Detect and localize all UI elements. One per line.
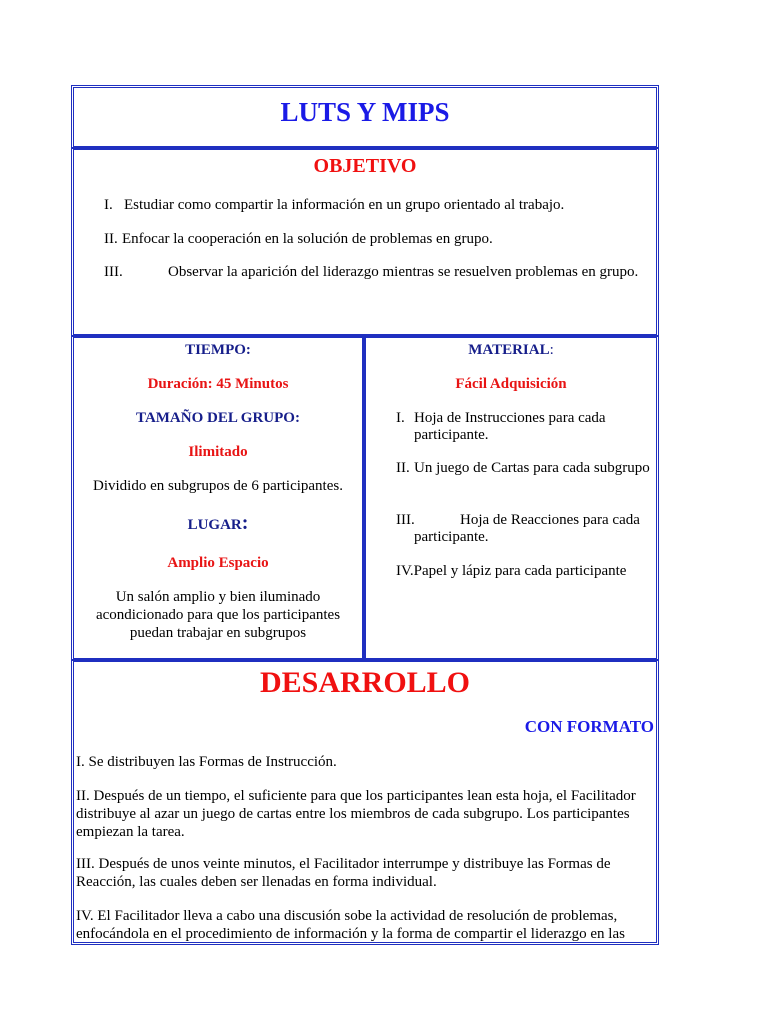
item-text: Observar la aparición del liderazgo mientras se resuelven problemas en grupo. [168,264,639,280]
objetivo-cell [73,149,657,335]
document-title: LUTS Y MIPS [280,97,450,127]
material-cell [365,337,657,659]
item-text: Enfocar la cooperación en la solución de problemas en grupo. [122,231,493,247]
material-item: III. Hoja de Reacciones para cada participante. [396,512,640,545]
desarrollo-paragraph: I. Se distribuyen las Formas de Instrucción. [76,754,337,770]
ilimitado: Ilimitado [188,444,248,460]
objetivo-heading: OBJETIVO [313,155,417,177]
material-item: IV.Papel y lápiz para cada participante [396,563,627,579]
desarrollo-heading: DESARROLLO [259,666,471,699]
facil-adquisicion: Fácil Adquisición [455,376,567,392]
lugar-heading: LUGAR: [187,512,249,534]
salon-text: Un salón amplio y bien iluminado acondicionado para que los participantes puedan trabajar en subgrupos [95,589,341,641]
item-number: II. [104,231,118,247]
con-formato-heading: CON FORMATO [524,717,654,736]
tiempo-cell [73,337,363,659]
item-text: Estudiar como compartir la información en un grupo orientado al trabajo. [124,197,565,213]
desarrollo-cell [73,661,657,943]
desarrollo-paragraph: II. Después de un tiempo, el suficiente para que los participantes lean esta hoja, el Facilitador distribuye al azar un juego de cartas entre los miembros de cada subgrupo. Los participantes empiezan la tarea. [76,788,636,840]
dividido-text: Dividido en subgrupos de 6 participantes. [93,478,343,494]
amplio-espacio: Amplio Espacio [167,555,269,571]
objetivo-item [104,264,638,281]
duracion: Duración: 45 Minutos [147,376,289,392]
tiempo-heading: TIEMPO: [185,342,251,358]
material-heading: MATERIAL: [468,342,554,358]
tamano-heading: TAMAÑO DEL GRUPO: [136,410,300,426]
item-number: III. [104,264,123,280]
desarrollo-paragraph: IV. El Facilitador lleva a cabo una discusión sobe la actividad de resolución de problemas, enfocándola en el procedimiento de información y la forma de compartir el liderazgo en las [76,908,625,942]
material-item: II. Un juego de Cartas para cada subgrupo [396,460,650,476]
item-number: I. [104,197,113,213]
objetivo-item [104,197,564,214]
objetivo-item [104,231,493,248]
material-item: I. Hoja de Instrucciones para cada participante. [396,410,606,443]
desarrollo-paragraph: III. Después de unos veinte minutos, el Facilitador interrumpe y distribuye las Formas de Reacción, las cuales deben ser llenadas en forma individual. [76,856,611,890]
title-cell [73,87,657,147]
